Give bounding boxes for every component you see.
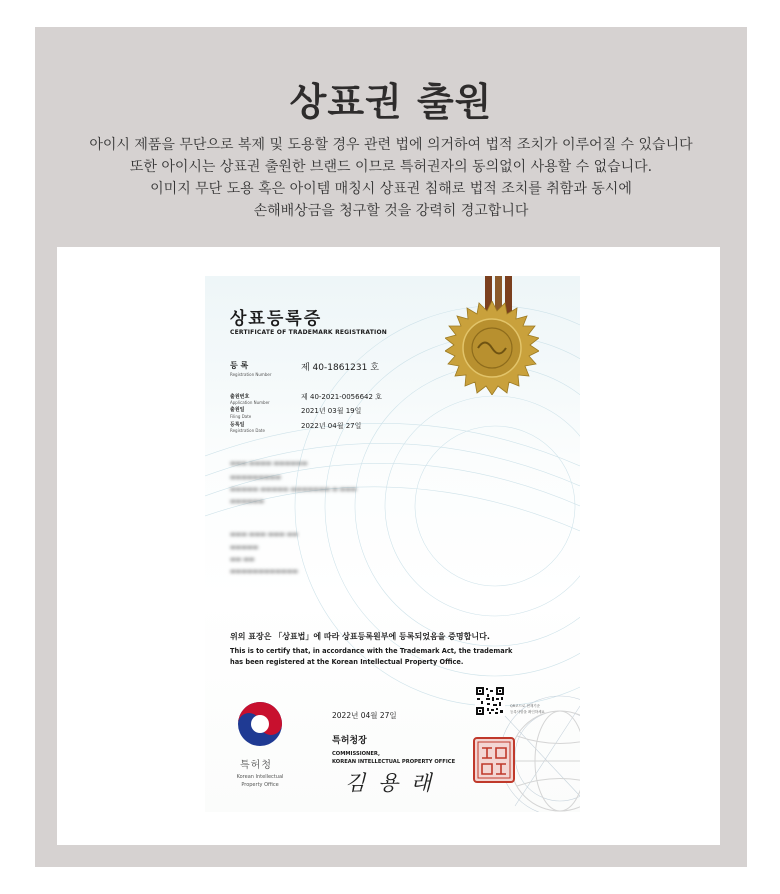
- qr-note-line: QR코드로 현재기준: [510, 704, 540, 708]
- office-en-line: Korean Intellectual: [236, 774, 284, 780]
- notice-line: 또한 아이시는 상표권 출원한 브랜드 이므로 특허권자의 동의없이 사용할 수 없습니다.: [129, 159, 653, 175]
- registration-label-en: Registration Number: [230, 372, 272, 377]
- gold-seal-icon: [445, 301, 539, 395]
- registration-date-label: 등록일: [230, 422, 245, 428]
- qr-note-line: 등록사항을 확인하세요: [510, 710, 545, 714]
- redacted-owner-info: ▬▬▬▬▬▬: [230, 498, 265, 505]
- redacted-agent-info: ▬▬ ▬▬: [230, 556, 255, 563]
- commissioner-en-line: KOREAN INTELLECTUAL PROPERTY OFFICE: [332, 759, 456, 765]
- issue-date: 2022년 04월 27일: [332, 711, 397, 720]
- office-en-line: Property Office: [241, 782, 279, 788]
- redacted-agent-info: ▬▬▬▬▬▬▬▬▬▬▬▬: [230, 568, 299, 575]
- redacted-agent-info: ▬▬▬ ▬▬▬ ▬▬▬ ▬▬: [230, 531, 299, 538]
- registration-label: 등 록: [230, 361, 249, 370]
- statement-en-line: This is to certify that, in accordance with the Trademark Act, the trademark: [230, 647, 513, 655]
- redacted-owner-info: ▬▬▬ ▬▬▬▬ ▬▬▬▬▬▬: [230, 460, 308, 467]
- notice-line: 아이시 제품을 무단으로 복제 및 도용할 경우 관련 법에 의거하여 법적 조치가 이루어질 수 있습니다: [89, 137, 693, 153]
- notice-line: 이미지 무단 도용 혹은 아이템 매칭시 상표권 침해로 법적 조치를 취함과 동시에: [150, 181, 632, 197]
- warning-notice: [35, 134, 747, 222]
- globe-watermark-icon: [505, 706, 580, 812]
- registration-date: 2022년 04월 27일: [301, 422, 362, 430]
- filing-label: 출원일: [230, 407, 245, 413]
- commissioner-title-en: [332, 750, 455, 766]
- filing-label-en: Filing Date: [230, 414, 252, 419]
- trademark-certificate-image: [205, 276, 580, 812]
- certificate-frame: [57, 247, 720, 845]
- commissioner-title-ko: 특허청장: [332, 736, 367, 746]
- office-name-ko: 특허청: [240, 760, 272, 771]
- application-label: 출원번호: [230, 394, 250, 400]
- page-title: 상표권 출원: [289, 80, 493, 124]
- certification-statement-ko: 위의 표장은 「상표법」에 따라 상표등록원부에 등록되었음을 증명합니다.: [230, 632, 490, 641]
- redacted-owner-info: ▬▬▬▬▬ ▬▬▬▬▬ ▬▬▬▬▬▬▬ ▬ ▬▬▬: [230, 486, 357, 493]
- filing-date: 2021년 03월 19일: [301, 407, 362, 415]
- qr-code-icon: [475, 686, 505, 716]
- official-red-stamp-icon: [472, 736, 516, 784]
- office-name-en: [225, 773, 295, 789]
- certificate-title: 상표등록증: [230, 309, 323, 329]
- registration-date-label-en: Registration Date: [230, 428, 265, 433]
- redacted-agent-info: ▬▬▬▬▬: [230, 544, 259, 551]
- commissioner-signature: 김 용 래: [345, 771, 435, 795]
- application-label-en: Application Number: [230, 400, 270, 405]
- redacted-owner-info: ▬▬▬▬▬▬▬▬▬: [230, 474, 282, 481]
- commissioner-en-line: COMMISSIONER,: [332, 751, 380, 757]
- kipo-taeguk-logo-icon: [236, 700, 284, 748]
- certification-statement-en: [230, 646, 512, 668]
- qr-note: [510, 703, 545, 715]
- registration-number: 제 40-1861231 호: [301, 363, 379, 373]
- application-number: 제 40-2021-0056642 호: [301, 393, 382, 401]
- content-panel: [35, 27, 747, 867]
- statement-en-line: has been registered at the Korean Intellectual Property Office.: [230, 658, 464, 666]
- notice-line: 손해배상금을 청구할 것을 강력히 경고합니다: [253, 203, 529, 219]
- certificate-subtitle: CERTIFICATE OF TRADEMARK REGISTRATION: [230, 329, 388, 336]
